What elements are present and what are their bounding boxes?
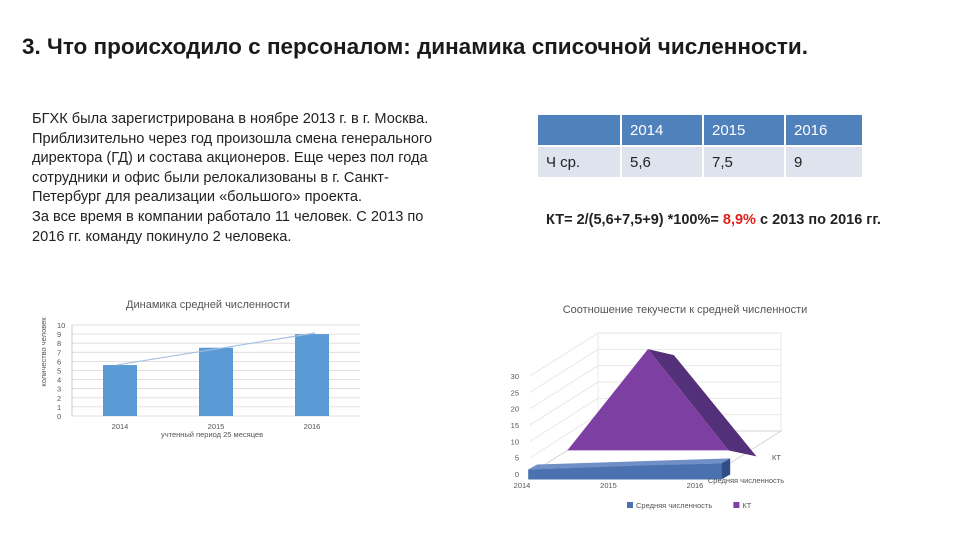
paragraph-line: За все время в компании работало 11 человек. С 2013 по [32, 208, 424, 225]
depth-label: КТ [772, 453, 781, 462]
y-axis-label: количество человек [39, 317, 48, 387]
y-tick-label: 7 [57, 348, 62, 358]
y-tick-label: 0 [57, 412, 62, 421]
paragraph-line: директора (ГД) и состава акционеров. Еще через пол года [32, 150, 428, 167]
paragraph-line: БГХК была зарегистрирована в ноябре 2013 г. в г. Москва. [32, 111, 429, 127]
y-tick-label: 15 [510, 421, 519, 430]
y-tick-label: 10 [57, 321, 66, 330]
y-tick-label: 10 [510, 437, 519, 447]
chart-title: Динамика средней численности [126, 299, 290, 311]
x-tick-label: 2016 [686, 481, 704, 490]
table-cell: 5,6 [621, 146, 703, 177]
table-cell: 7,5 [703, 146, 785, 177]
y-tick-label: 0 [514, 470, 519, 479]
table-header-cell: 2014 [621, 115, 703, 146]
x-axis-label: учтенный период 25 месяцев [160, 430, 264, 439]
y-tick-label: 30 [510, 372, 519, 381]
table-header-cell: 2016 [785, 115, 862, 146]
legend-label: КТ [742, 501, 752, 510]
y-tick-label: 5 [514, 453, 519, 463]
y-tick-label: 4 [57, 375, 62, 385]
y-tick-label: 20 [510, 404, 519, 414]
y-tick-label: 6 [57, 357, 62, 367]
y-tick-label: 8 [57, 339, 62, 349]
legend-swatch [627, 502, 633, 508]
depth-label: Средняя численность [707, 476, 785, 485]
legend-swatch [733, 502, 739, 508]
x-tick-label: 2016 [303, 422, 321, 431]
paragraph-line: 2016 гг. команду покинуло 2 человека. [32, 228, 292, 245]
page-title: 3. Что происходило с персоналом: динамика списочной численности. [22, 34, 808, 59]
chart-title: Соотношение текучести к средней численности [562, 304, 808, 316]
legend-label: Средняя численность [636, 501, 713, 510]
formula-result: 8,9% [722, 212, 756, 228]
paragraph-line: Приблизительно через год произошла смена генерального [32, 130, 433, 147]
y-tick-label: 1 [57, 402, 62, 412]
table-header-cell: 2015 [703, 115, 785, 146]
y-tick-label: 3 [57, 384, 62, 394]
table-cell: 9 [785, 146, 862, 177]
y-tick-label: 5 [57, 366, 62, 376]
x-tick-label: 2014 [513, 481, 531, 490]
paragraph-line: сотрудники и офис были релокализованы в г. Санкт- [32, 169, 389, 186]
y-tick-label: 9 [57, 330, 62, 340]
formula-text: КТ= 2/(5,6+7,5+9) *100%= [546, 212, 723, 228]
x-tick-label: 2015 [600, 481, 617, 490]
table-row-label: Ч ср. [538, 146, 621, 177]
x-tick-label: 2015 [207, 422, 225, 431]
formula-text: с 2013 по 2016 гг. [755, 212, 881, 228]
y-tick-label: 2 [57, 393, 62, 403]
paragraph-line: Петербург для реализации «большого» проекта. [32, 189, 363, 206]
x-tick-label: 2014 [111, 422, 129, 431]
y-tick-label: 25 [510, 388, 519, 398]
